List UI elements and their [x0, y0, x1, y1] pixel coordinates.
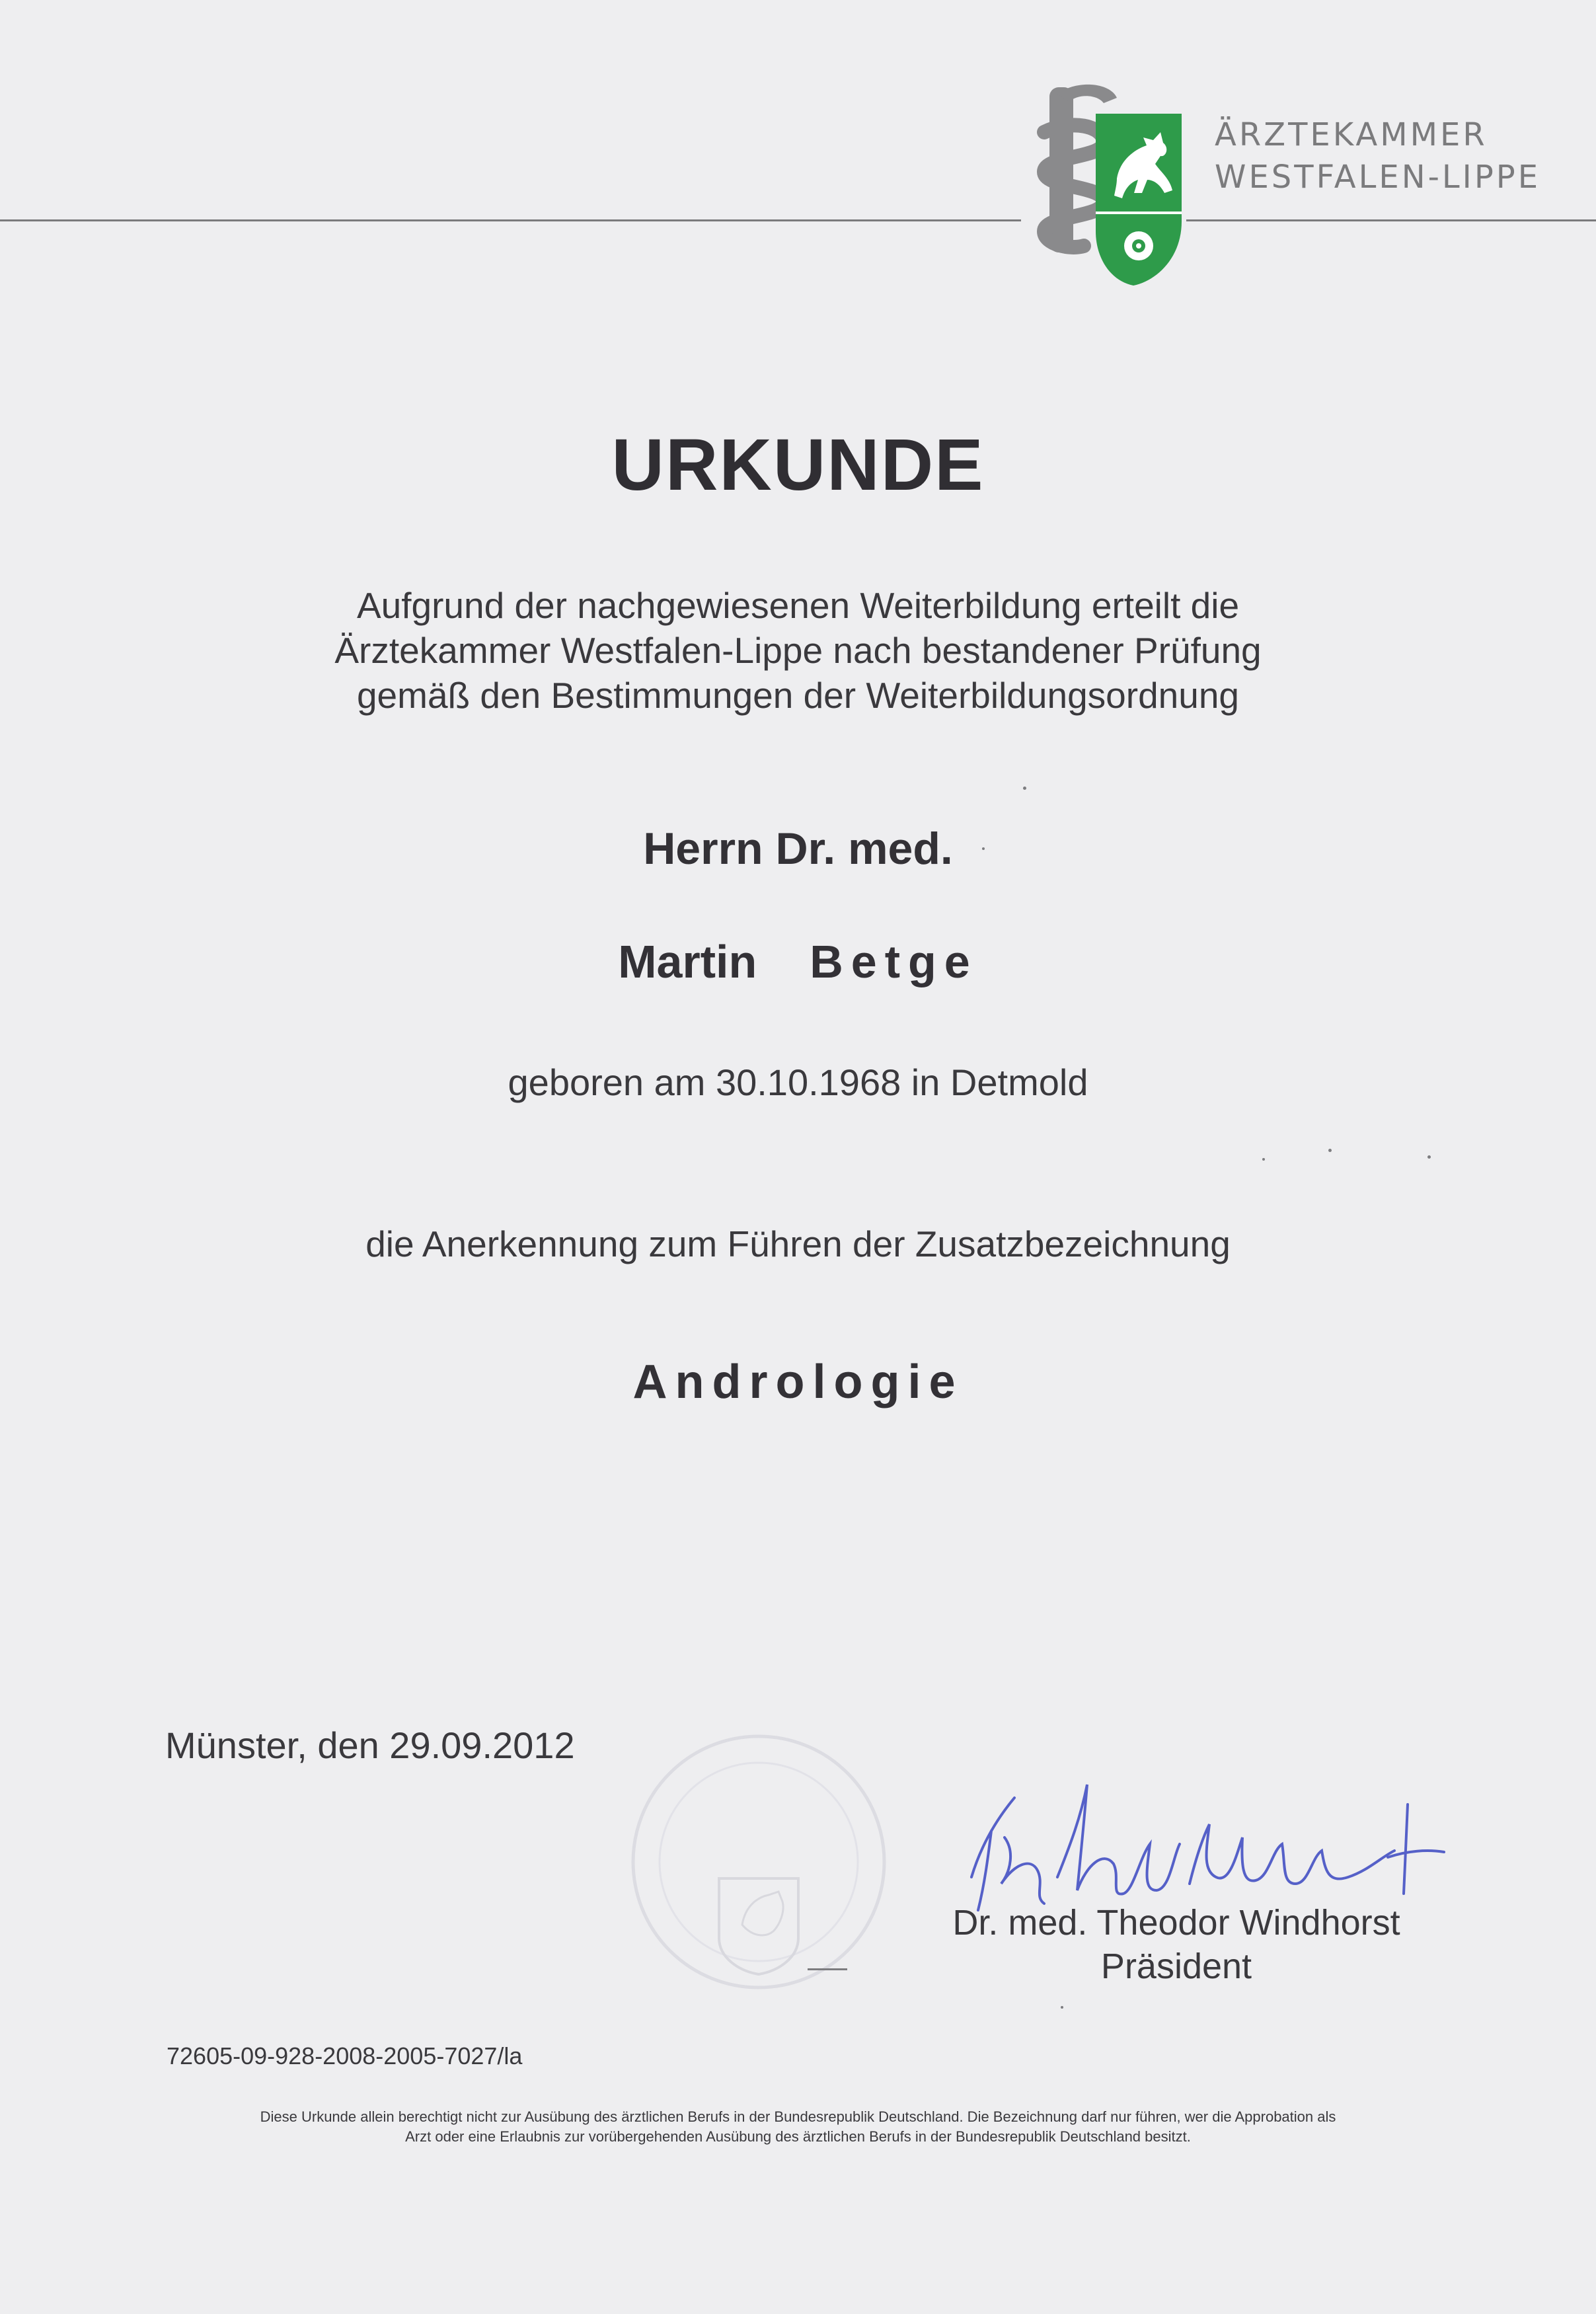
- recipient-first-name: Martin: [618, 936, 757, 987]
- signer-block: [932, 1901, 1421, 1988]
- intro-line-1: Aufgrund der nachgewiesenen Weiterbildung erteilt die: [356, 585, 1240, 626]
- header-rule-right: [1186, 219, 1596, 221]
- reference-number: 72605-09-928-2008-2005-7027/la: [167, 2042, 523, 2069]
- organization-name-line1: ÄRZTEKAMMER: [1215, 116, 1488, 153]
- recipient-last-name: Betge: [810, 936, 978, 987]
- scan-speck: [1427, 1155, 1431, 1159]
- recipient-salutation: Herrn Dr. med.: [643, 824, 953, 874]
- recognition-text: die Anerkennung zum Führen der Zusatzbezeichnung: [365, 1223, 1231, 1264]
- scan-speck: [808, 1968, 847, 1970]
- embossed-seal-icon: [627, 1726, 891, 1997]
- signer-role: Präsident: [1100, 1947, 1252, 1986]
- additional-designation: Andrologie: [632, 1356, 964, 1408]
- place-and-date: Münster, den 29.09.2012: [165, 1724, 575, 1766]
- signer-name: Dr. med. Theodor Windhorst: [952, 1903, 1400, 1943]
- chamber-logo-icon: [1031, 79, 1190, 291]
- recipient-name: [0, 935, 1596, 988]
- organization-name-line2: WESTFALEN-LIPPE: [1215, 159, 1541, 196]
- intro-line-2: Ärztekammer Westfalen-Lippe nach bestandener Prüfung: [334, 630, 1262, 671]
- intro-paragraph: [0, 583, 1596, 718]
- intro-line-3: gemäß den Bestimmungen der Weiterbildungsordnung: [356, 675, 1240, 716]
- chamber-logo: [1031, 79, 1190, 291]
- scan-speck: [982, 847, 985, 850]
- scan-speck: [1061, 2006, 1063, 2009]
- legal-footnote-line-2: Arzt oder eine Erlaubnis zur vorübergehenden Ausübung des ärztlichen Berufs in der Bundesrepublik Deutschland besitzt.: [405, 2128, 1191, 2145]
- birth-info: geboren am 30.10.1968 in Detmold: [508, 1061, 1088, 1103]
- scan-speck: [1023, 787, 1026, 790]
- certificate-title: URKUNDE: [611, 424, 985, 506]
- legal-footnote-line-1: Diese Urkunde allein berechtigt nicht zur Ausübung des ärztlichen Berufs in der Bundesrepublik Deutschland. Die Bezeichnung darf nur führen, wer die Approbation als: [260, 2108, 1336, 2125]
- scan-speck: [1328, 1149, 1332, 1152]
- organization-name: [1215, 114, 1540, 198]
- header-rule-left: [0, 219, 1021, 221]
- legal-footnote: [152, 2107, 1444, 2147]
- scan-speck: [1262, 1158, 1265, 1161]
- embossed-seal: [627, 1726, 891, 1997]
